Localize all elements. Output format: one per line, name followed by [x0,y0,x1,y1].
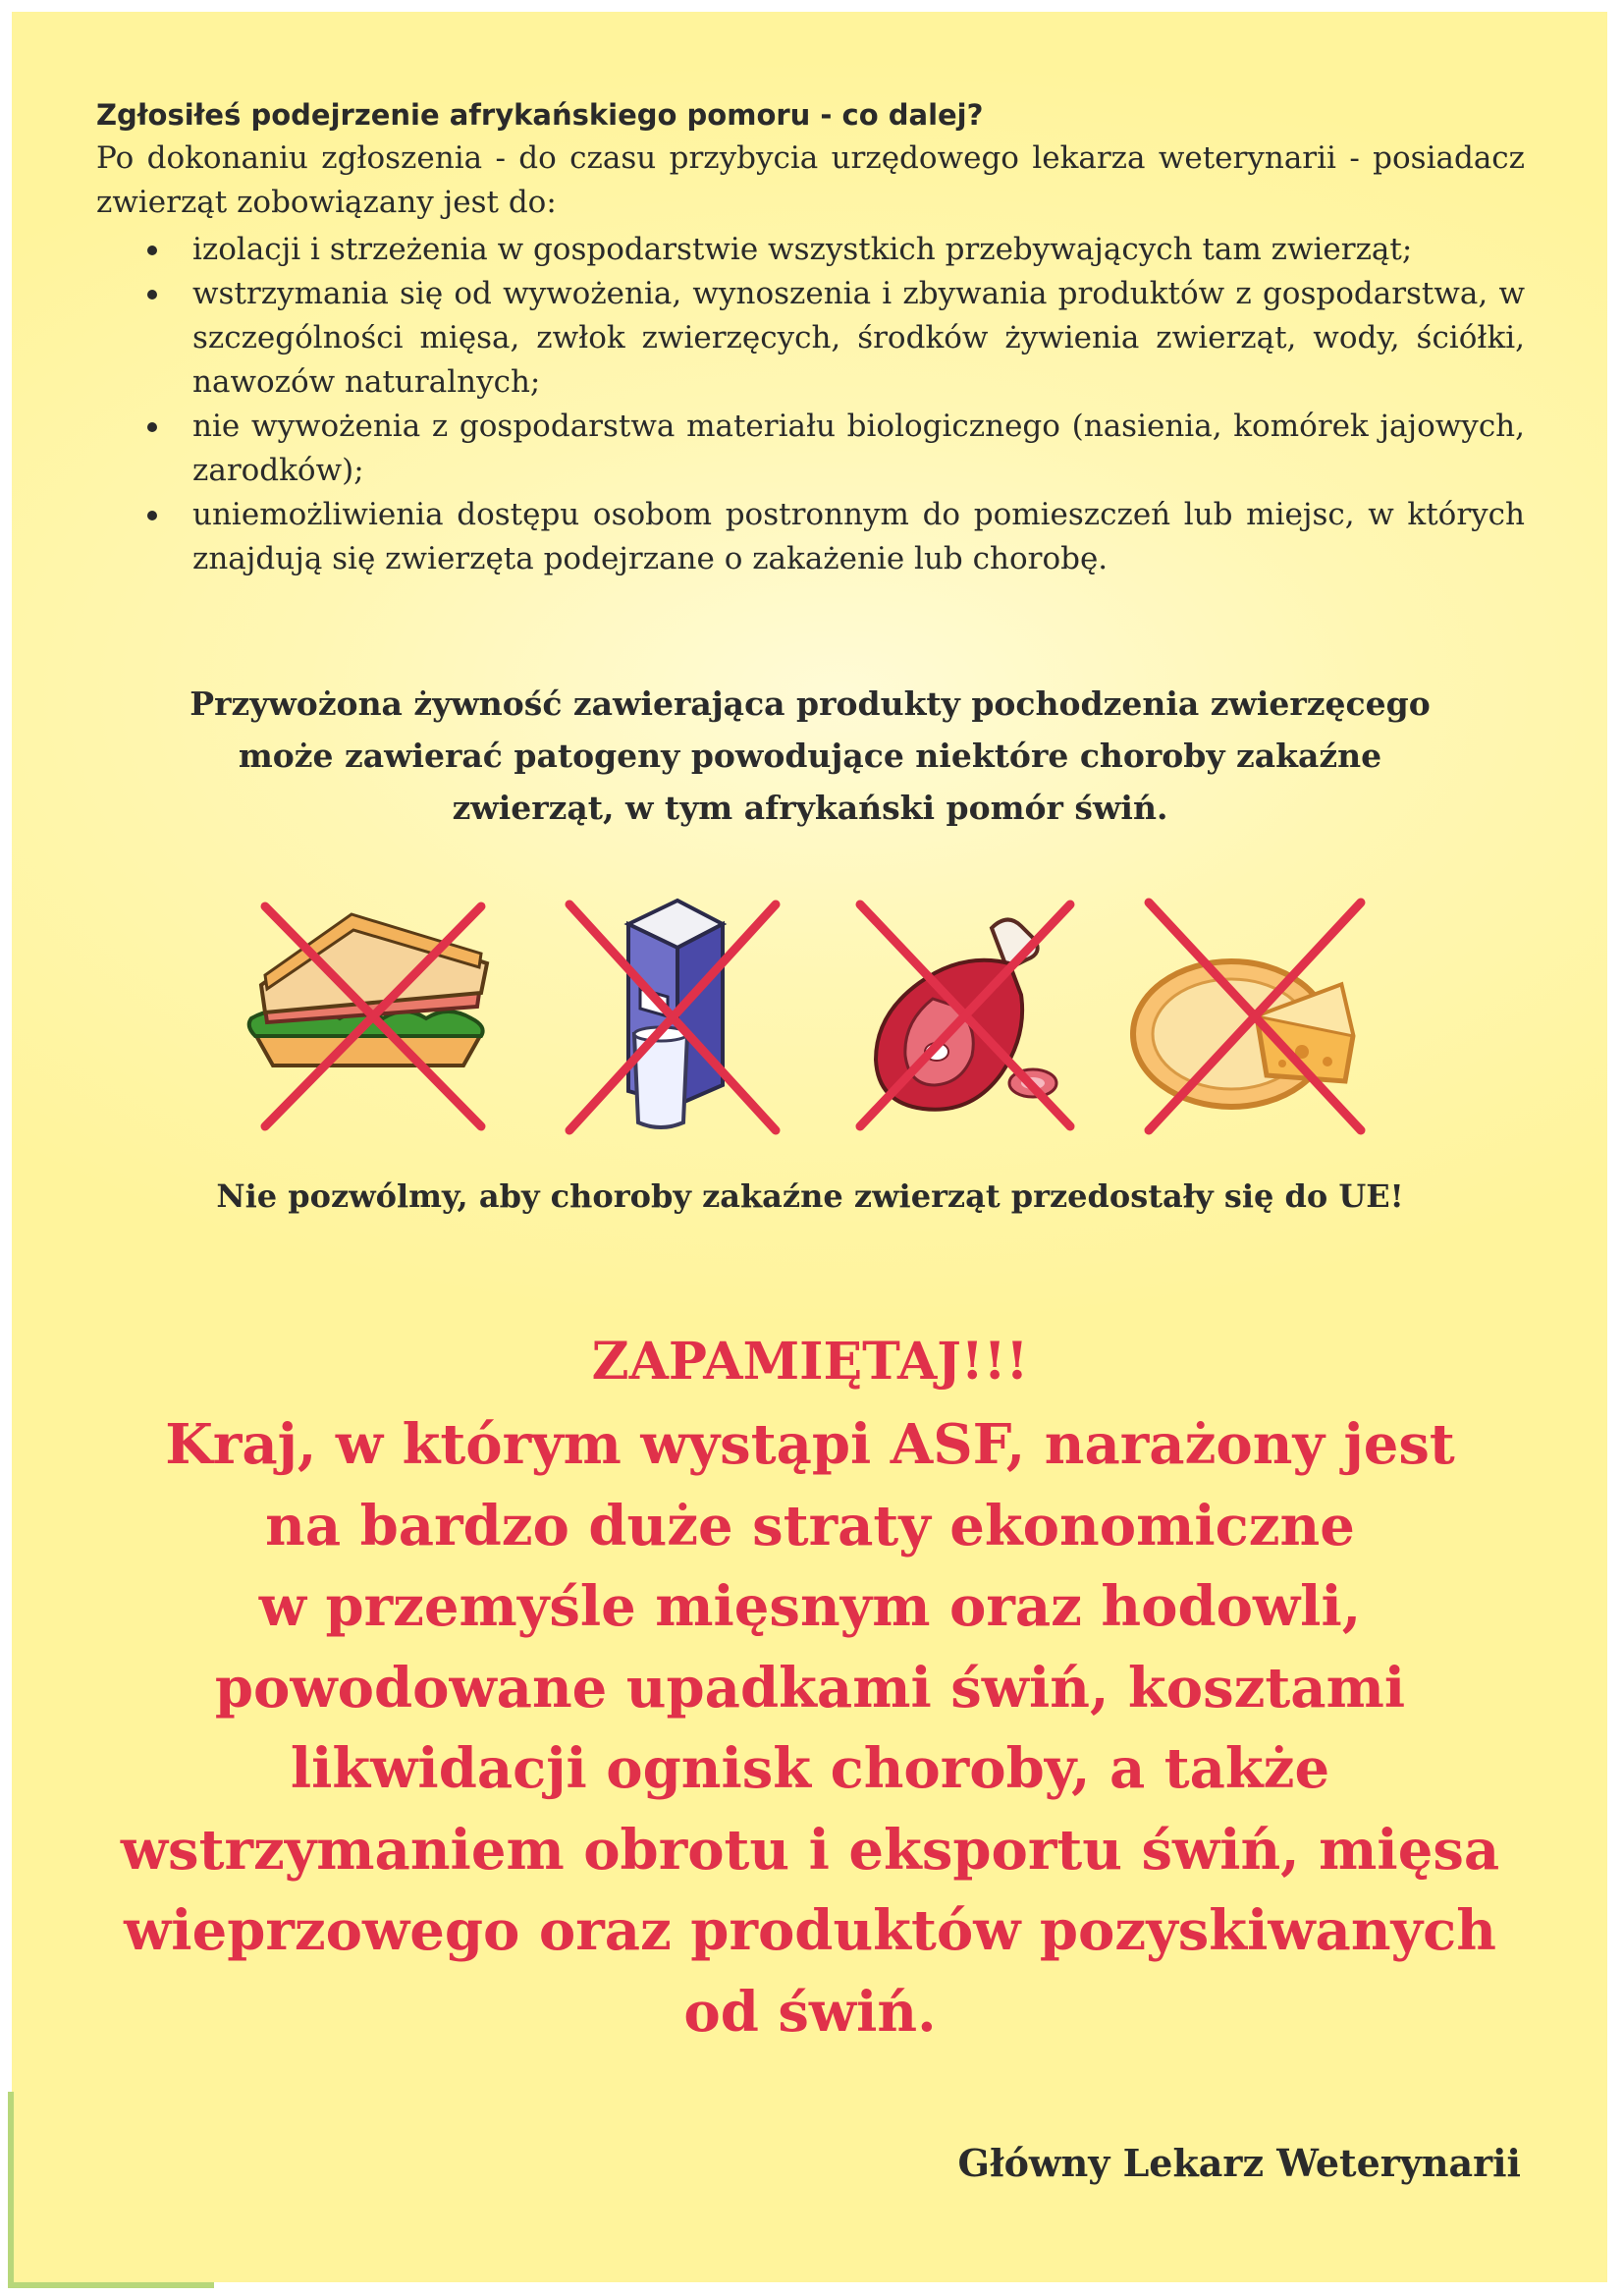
remember-line: likwidacji ognisk choroby, a także [290,1736,1330,1801]
procedure-intro: Po dokonaniu zgłoszenia - do czasu przybycia urzędowego lekarza weterynarii - posiadacz zwierząt zobowiązany jest do: [96,140,1525,220]
imported-food-warning [118,678,1502,834]
forbidden-products-row [236,869,1394,1144]
remember-line: w przemyśle mięsnym oraz hodowli, [258,1574,1362,1639]
procedure-list [96,228,1525,581]
remember-line: powodowane upadkami świń, kosztami [214,1655,1406,1721]
warning-line: Przywożona żywność zawierająca produkty pochodzenia zwierzęcego [189,684,1431,723]
list-item: izolacji i strzeżenia w gospodarstwie wszystkich przebywających tam zwierząt; [192,228,1525,272]
remember-line: wstrzymaniem obrotu i eksportu świń, mięsa [120,1817,1500,1883]
page-edge-mark [8,2092,14,2288]
list-item: nie wywożenia z gospodarstwa materiału biologicznego (nasienia, komórek jajowych, zarodków); [192,405,1525,493]
warning-line: może zawierać patogeny powodujące niektóre choroby zakaźne [238,737,1382,775]
procedure-section [96,93,1525,581]
eu-notice: Nie pozwólmy, aby choroby zakaźne zwierząt przedostały się do UE! [216,1177,1404,1215]
list-item: uniemożliwienia dostępu osobom postronnym do pomieszczeń lub miejsc, w których znajdują się zwierzęta podejrzane o zakażenie lub chorobę. [192,493,1525,581]
warning-line: zwierząt, w tym afrykański pomór świń. [452,789,1168,827]
remember-line: od świń. [683,1979,937,2045]
milk-icon [530,869,805,1144]
sandwich-icon [236,869,511,1144]
procedure-heading: Zgłosiłeś podejrzenie afrykańskiego pomoru - co dalej? [96,98,984,132]
page-edge-mark-bottom [8,2282,214,2288]
remember-body [59,1404,1561,2052]
signature: Główny Lekarz Weterynarii [957,2141,1521,2185]
remember-line: wieprzowego oraz produktów pozyskiwanych [124,1898,1496,1963]
remember-title: ZAPAMIĘTAJ!!! [591,1332,1029,1392]
remember-line: Kraj, w którym wystąpi ASF, narażony jest [165,1412,1455,1477]
cheese-icon [1109,869,1384,1144]
ham-icon [825,869,1100,1144]
remember-line: na bardzo duże straty ekonomiczne [265,1493,1355,1558]
list-item: wstrzymania się od wywożenia, wynoszenia i zbywania produktów z gospodarstwa, w szczególności mięsa, zwłok zwierzęcych, środków żywienia zwierząt, wody, ściółki, nawozów naturalnych; [192,272,1525,405]
